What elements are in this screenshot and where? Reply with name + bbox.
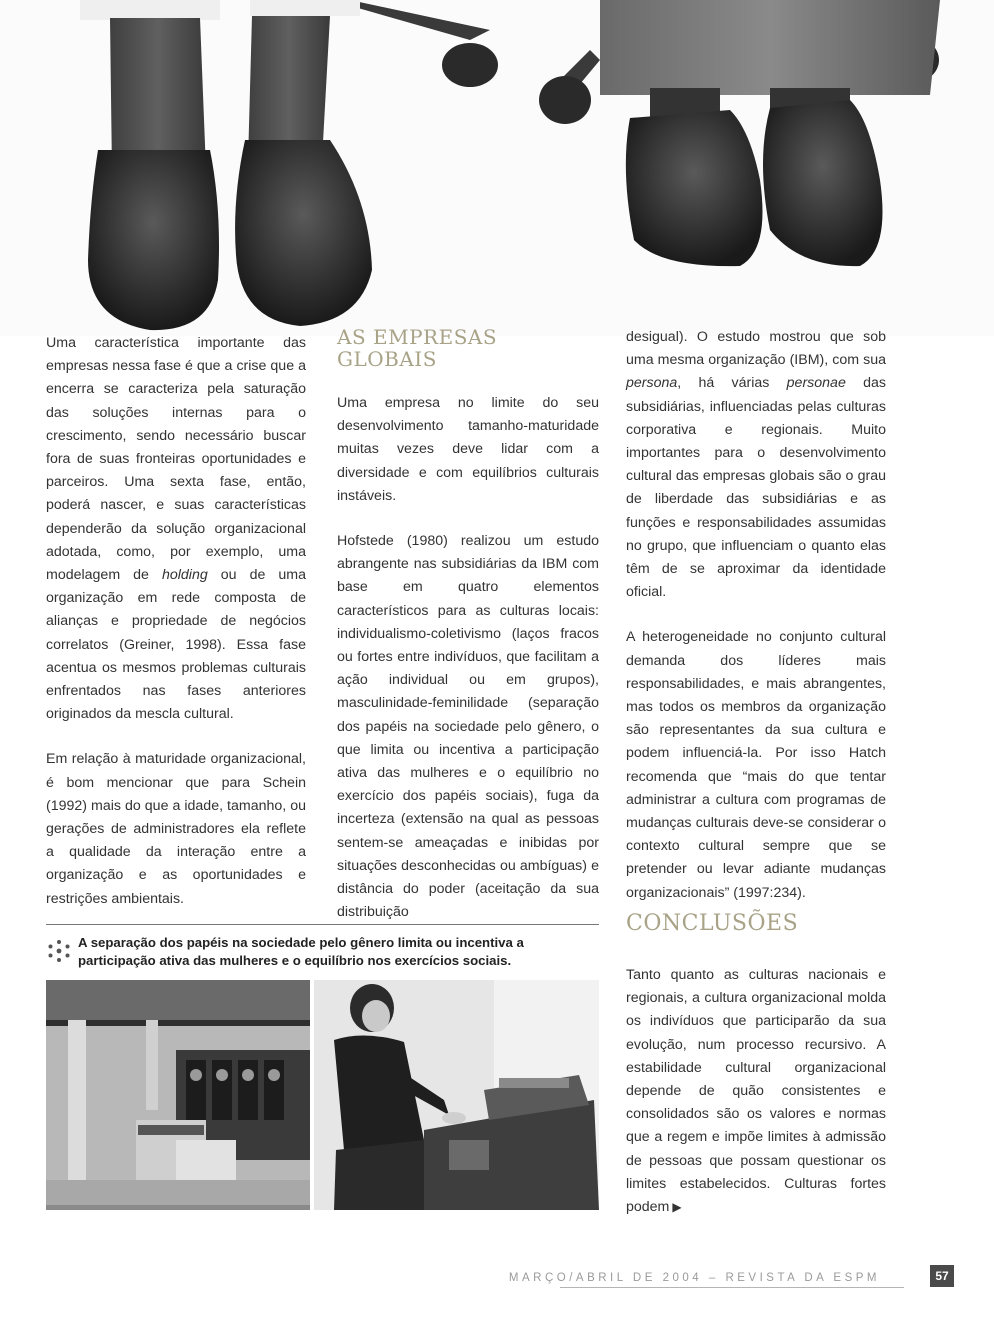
column-1 bbox=[46, 332, 306, 933]
asterisk-ornament-icon bbox=[46, 938, 72, 964]
col3-paragraph-1: desigual). O estudo mostrou que sob uma mesma organização (IBM), com sua persona, há várias personae das subsidiárias, influenciadas pelas culturas corporativa e regionais. Muito importantes para o desenvolvimento cultural das empresas globais são o grau de liberdade das subsidiárias e as funções e responsabilidades assumidas no grupo, que influenciam o quanto elas têm de se aproximar da identidade oficial. bbox=[626, 329, 886, 601]
section-heading-empresas-globais: AS EMPRESAS GLOBAIS bbox=[337, 325, 498, 371]
column-3 bbox=[626, 326, 886, 927]
top-photo-shoes bbox=[0, 0, 994, 336]
divider-line bbox=[46, 924, 599, 925]
end-of-article-icon: ▶ bbox=[672, 1200, 682, 1215]
photo-woman-at-machine bbox=[314, 980, 599, 1210]
col3-italic-personae: personae bbox=[786, 375, 846, 392]
footer-issue-label: MARÇO/ABRIL DE 2004 – REVISTA DA ESPM bbox=[508, 1272, 880, 1284]
col3-paragraph-2: A heterogeneidade no conjunto cultural demanda dos líderes mais responsabilidades, e mais abrangentes, mas todos os membros da organização são representantes da sua cultura e podem influenciá-la. Por isso Hatch recomenda que “mais do que tentar administrar a cultura com programas de mudanças culturais deve-se considerar o contexto cultural sempre que se pretender ou levar adiante mudanças organizacionais” (1997:234). bbox=[626, 629, 886, 901]
section-heading-conclusoes: CONCLUSÕES bbox=[626, 911, 799, 936]
page-footer bbox=[508, 1268, 904, 1288]
footer-line bbox=[560, 1287, 904, 1288]
photo-ibm-data-center bbox=[46, 980, 310, 1210]
column-3-conclusions bbox=[626, 964, 886, 1241]
col1-paragraph-2: Em relação à maturidade organizacional, é bom mencionar que para Schein (1992) mais do que a idade, tamanho, ou gerações de administradores ela reflete a qualidade da interação entre a organização e as oportunidades e restrições ambientais. bbox=[46, 751, 306, 907]
col1-paragraph-1: Uma característica importante das empresas nessa fase é que a crise que a encerra se caracteriza pela saturação das soluções internas para o crescimento, sendo necessário buscar fora de suas fronteiras oportunidades e parceiros. Uma sexta fase, então, poderá nascer, e suas características dependerão da solução organizacional adotada, como, por exemplo, uma modelagem de holding ou de uma organização em rede composta de alianças e propriedade de negócios correlatos (Greiner, 1998). Essa fase acentua os mesmos problemas culturais enfrentados nas fases anteriores originados da mescla cultural. bbox=[46, 335, 306, 723]
col2-paragraph-2: Hofstede (1980) realizou um estudo abrangente nas subsidiárias da IBM com base em quatro elementos característicos para as culturas locais: individualismo-coletivismo (laços fracos ou fortes entre indivíduos, que facilitam a ação individual ou em grupos), masculinidade-feminilidade (separação dos papéis na sociedade pelo gênero, o que limita ou incentiva a participação ativa das mulheres e o equilíbrio no exercício dos papéis sociais), fuga da incerteza (extensão na qual as pessoas sentem-se ameaçadas e inibidas por situações desconhecidas ou ambíguas) e distância do poder (aceitação da sua distribuição bbox=[337, 533, 599, 921]
photo-caption: A separação dos papéis na sociedade pelo gênero limita ou incentiva a participação ativa das mulheres e o equilíbrio nos exercícios sociais. bbox=[78, 935, 524, 968]
column-2 bbox=[337, 326, 599, 946]
col2-paragraph-1: Uma empresa no limite do seu desenvolvimento tamanho-maturidade muitas vezes deve lidar com a diversidade e com equilíbrios culturais instáveis. bbox=[337, 395, 599, 504]
col3-paragraph-3: Tanto quanto as culturas nacionais e regionais, a cultura organizacional molda os indivíduos que participarão da sua evolução, num processo recursivo. A estabilidade cultural organizacional depende de quão consistentes e consolidados são os valores e normas que a regem e impõe limites à admissão de pessoas que possam questionar os limites estabelecidos. Culturas fortes podem ▶ bbox=[626, 964, 886, 1219]
col3-italic-persona: persona bbox=[626, 375, 678, 392]
page-number: 57 bbox=[930, 1265, 954, 1287]
photo-box bbox=[46, 924, 599, 1210]
col1-italic-holding: holding bbox=[161, 567, 208, 584]
